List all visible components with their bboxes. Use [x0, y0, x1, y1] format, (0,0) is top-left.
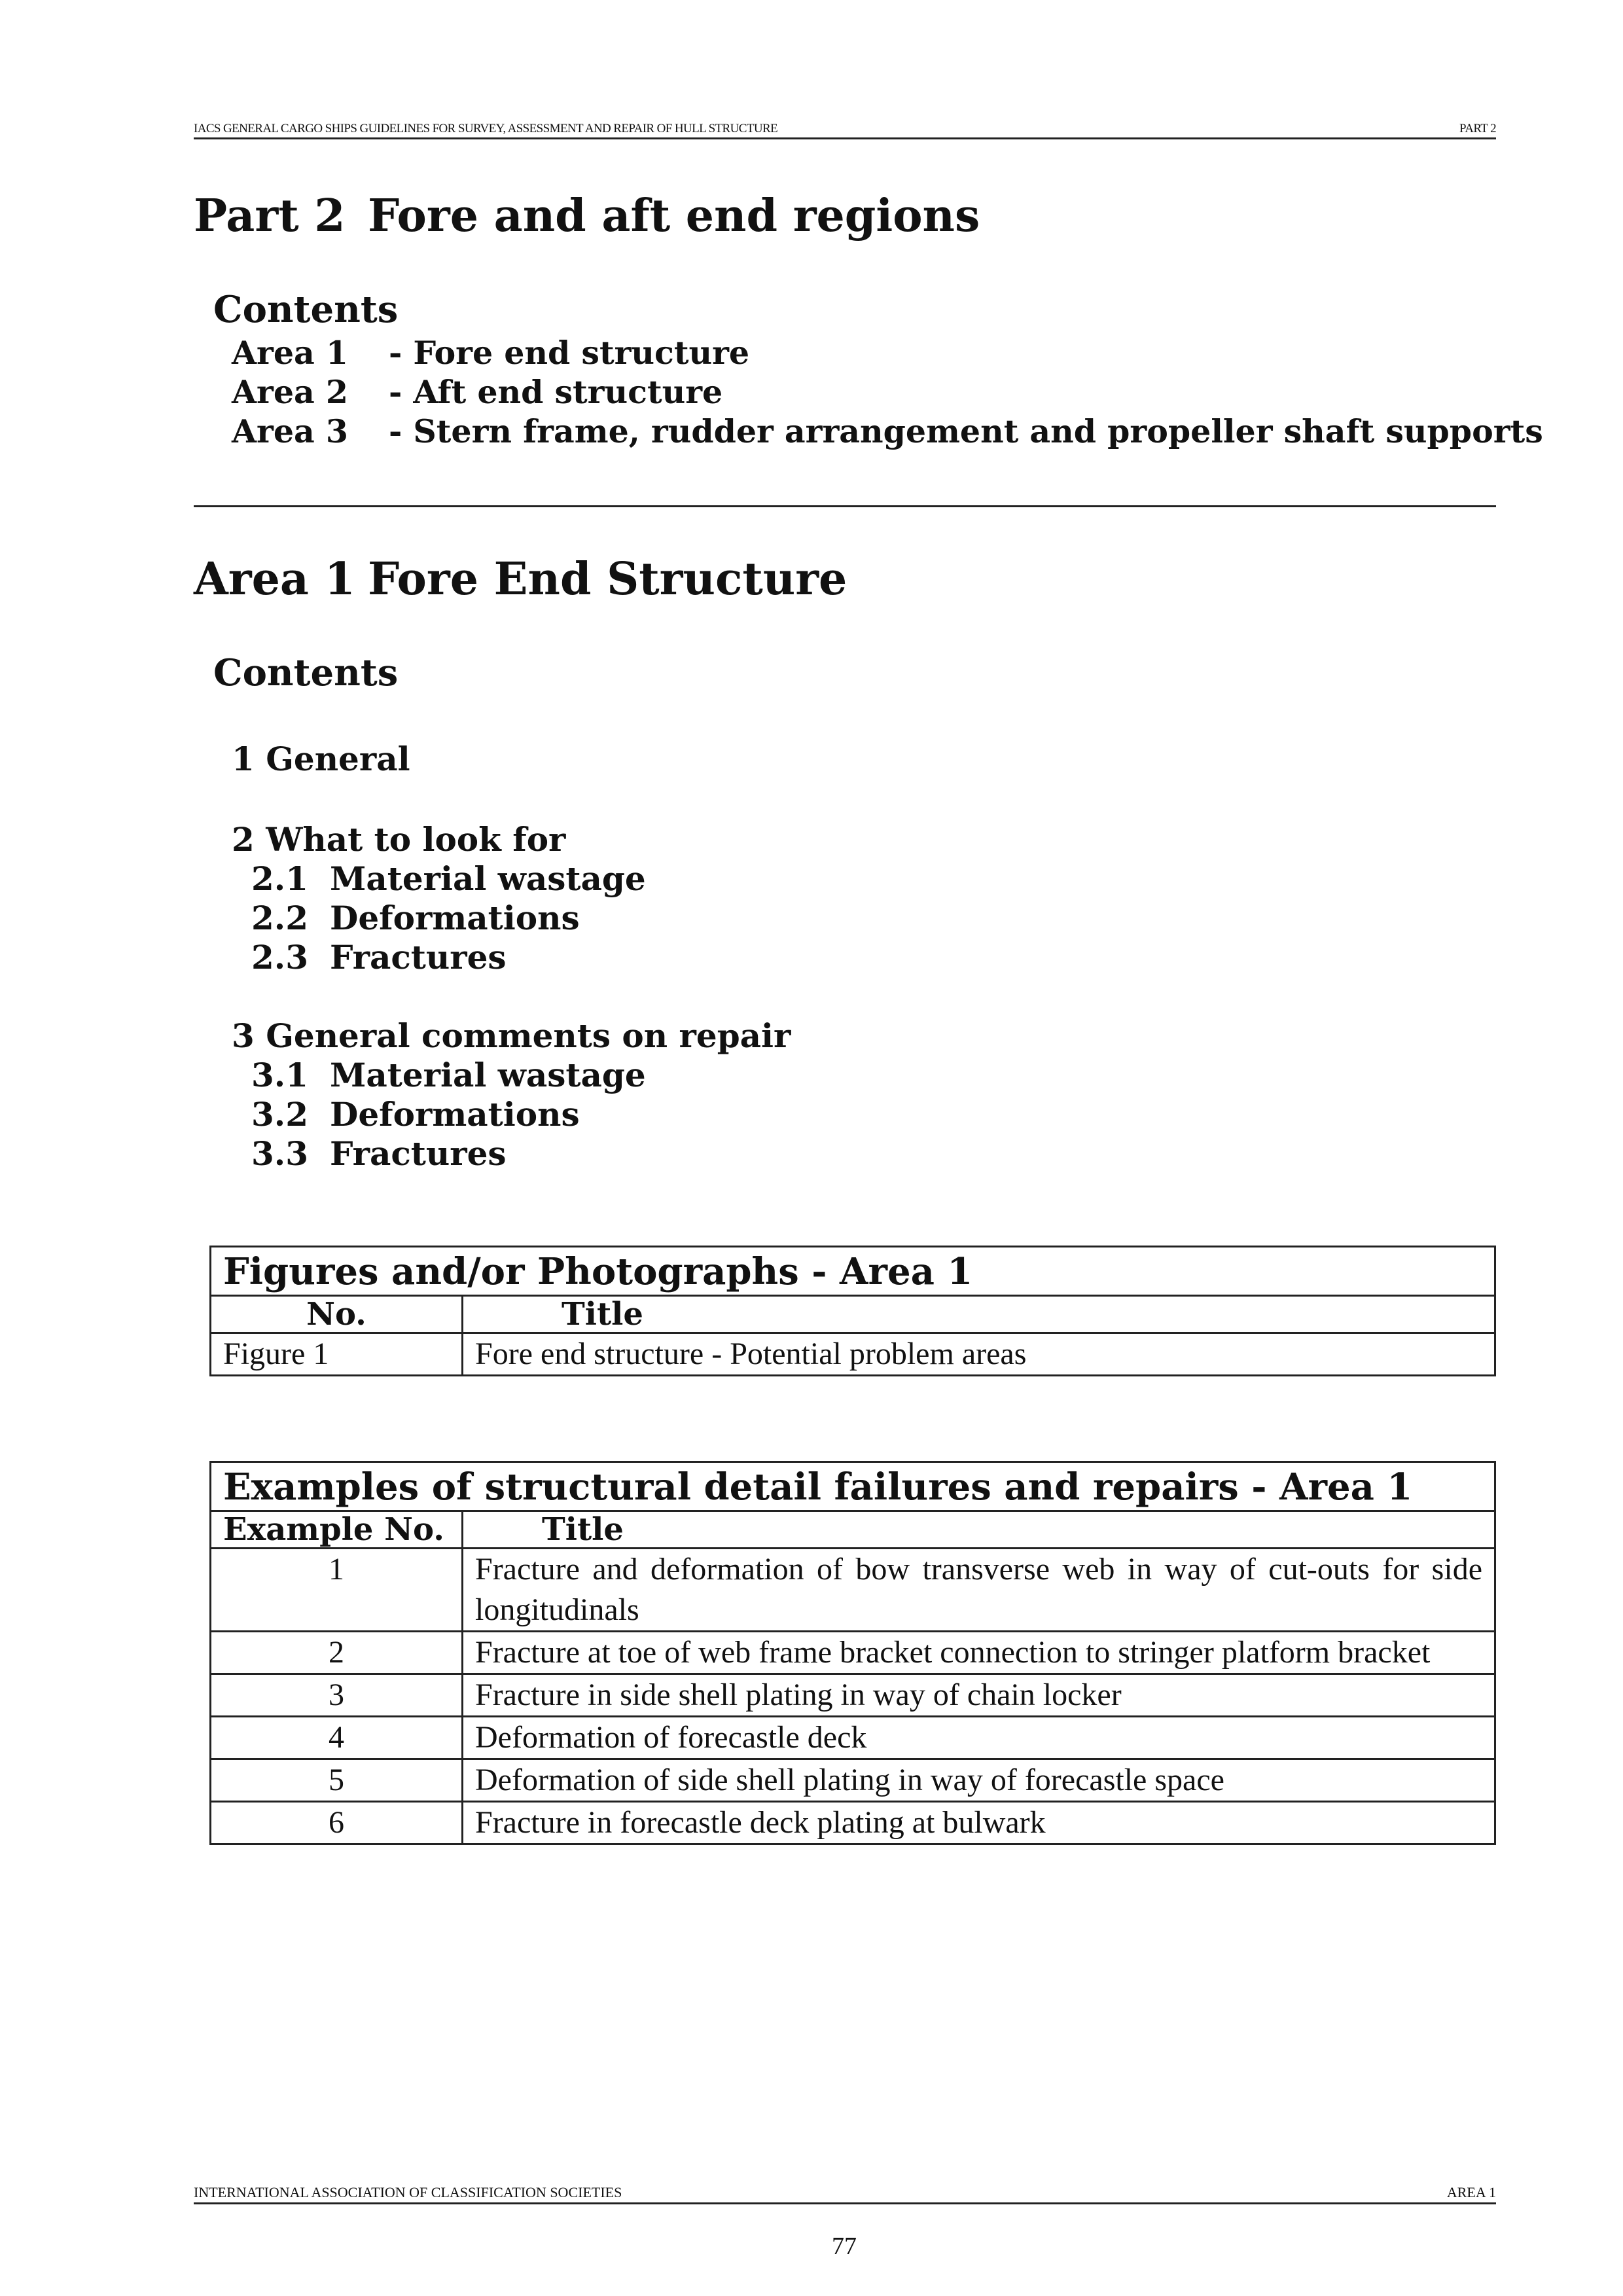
section-divider	[194, 505, 1496, 507]
table-row	[211, 1759, 1495, 1802]
running-header	[194, 118, 1496, 139]
area-desc: - Stern frame, rudder arrangement and propeller shaft supports	[389, 412, 1543, 450]
part-contents-row	[232, 373, 722, 411]
example-title: Deformation of side shell plating in way of forecastle space	[463, 1759, 1495, 1802]
area-title: Fore End Structure	[368, 553, 847, 605]
example-title: Fracture at toe of web frame bracket connection to stringer platform bracket	[463, 1632, 1495, 1674]
example-no: 5	[211, 1759, 463, 1802]
part-contents-title: Contents	[213, 288, 399, 331]
part-contents-row	[232, 412, 1543, 450]
figures-table	[209, 1246, 1496, 1376]
part-number: Part 2	[194, 190, 346, 242]
part-title: Fore and aft end regions	[368, 190, 980, 242]
table-row	[211, 1717, 1495, 1759]
header-part: PART 2	[1459, 122, 1496, 135]
area-desc: - Aft end structure	[389, 373, 723, 411]
area-label: Area 1	[232, 334, 348, 372]
header-title: IACS GENERAL CARGO SHIPS GUIDELINES FOR SURVEY, ASSESSMENT AND REPAIR OF HULL STRUCTURE	[194, 122, 778, 135]
example-no: 6	[211, 1802, 463, 1844]
page-number: 77	[832, 2233, 857, 2260]
examples-col-no: Example No.	[211, 1511, 463, 1549]
example-no: 1	[211, 1549, 463, 1632]
toc-section-1: 1 General	[232, 740, 410, 778]
toc-subsection: 3.1 Material wastage	[251, 1056, 646, 1094]
table-row	[211, 1802, 1495, 1844]
examples-table	[209, 1461, 1496, 1845]
toc-subsection: 2.1 Material wastage	[251, 859, 646, 898]
figures-col-title: Title	[463, 1296, 1495, 1333]
table-row	[211, 1333, 1495, 1376]
toc-subsection: 3.3 Fractures	[251, 1134, 507, 1173]
area-contents-title: Contents	[213, 651, 399, 694]
area-label: Area 2	[232, 373, 348, 411]
example-title: Fracture and deformation of bow transverse web in way of cut-outs for side longitudinals	[463, 1549, 1495, 1632]
table-row	[211, 1632, 1495, 1674]
running-footer	[194, 2183, 1496, 2204]
table-row	[211, 1549, 1495, 1632]
toc-section-3: 3 General comments on repair	[232, 1016, 791, 1055]
area-heading	[194, 553, 847, 605]
examples-col-title: Title	[463, 1511, 1495, 1549]
example-title: Fracture in forecastle deck plating at bulwark	[463, 1802, 1495, 1844]
part-contents-row	[232, 334, 749, 372]
footer-area: AREA 1	[1446, 2184, 1496, 2200]
figures-table-caption: Figures and/or Photographs - Area 1	[211, 1247, 1495, 1296]
figure-title: Fore end structure - Potential problem areas	[463, 1333, 1495, 1376]
area-number: Area 1	[194, 553, 355, 605]
toc-subsection: 3.2 Deformations	[251, 1095, 580, 1134]
example-title: Deformation of forecastle deck	[463, 1717, 1495, 1759]
area-label: Area 3	[232, 412, 348, 450]
example-title: Fracture in side shell plating in way of chain locker	[463, 1674, 1495, 1717]
toc-subsection: 2.3 Fractures	[251, 938, 507, 977]
example-no: 2	[211, 1632, 463, 1674]
example-no: 4	[211, 1717, 463, 1759]
figures-col-no: No.	[211, 1296, 463, 1333]
toc-section-2: 2 What to look for	[232, 820, 566, 859]
example-no: 3	[211, 1674, 463, 1717]
area-desc: - Fore end structure	[389, 334, 750, 372]
figure-no: Figure 1	[211, 1333, 463, 1376]
part-heading	[194, 190, 980, 242]
footer-org: INTERNATIONAL ASSOCIATION OF CLASSIFICATION SOCIETIES	[194, 2184, 622, 2200]
table-row	[211, 1674, 1495, 1717]
toc-subsection: 2.2 Deformations	[251, 899, 580, 937]
examples-table-caption: Examples of structural detail failures and repairs - Area 1	[211, 1462, 1495, 1511]
